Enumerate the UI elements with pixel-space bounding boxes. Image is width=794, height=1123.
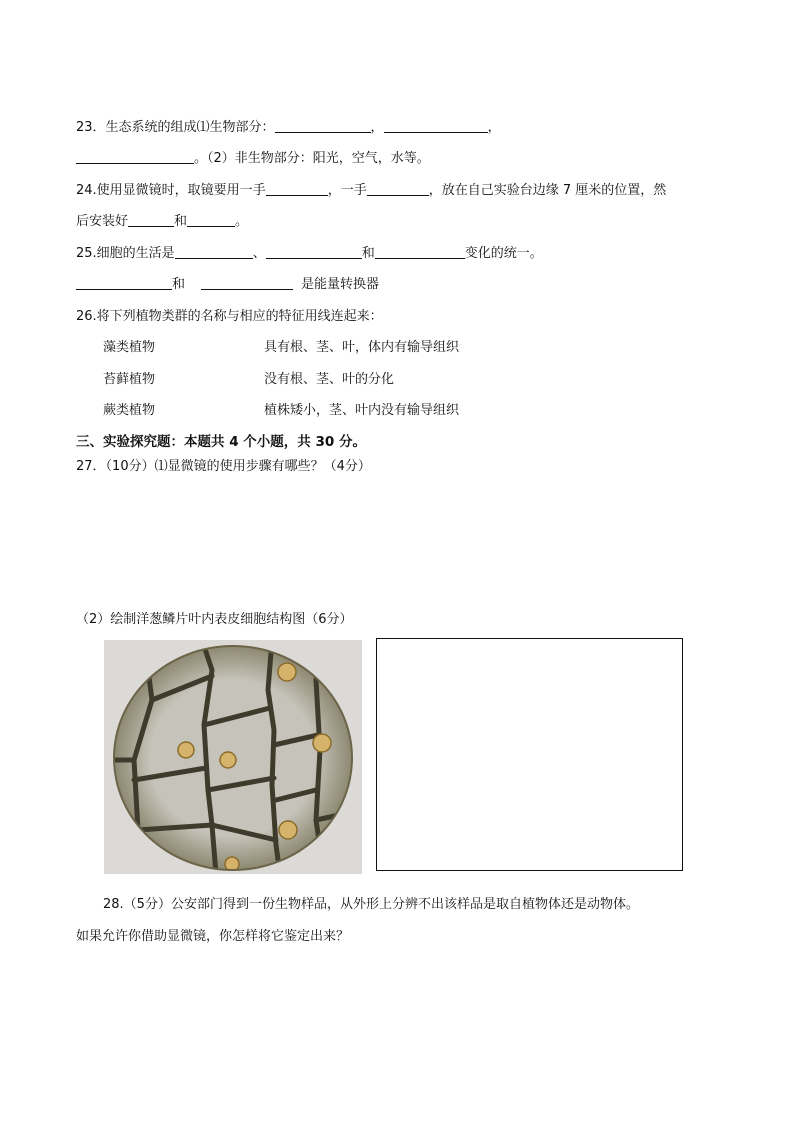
q23-blank-2[interactable] xyxy=(384,118,488,133)
q25-blank-4[interactable] xyxy=(76,275,172,290)
q24-text-e: 和 xyxy=(174,214,188,229)
q27-part2: （2）绘制洋葱鳞片叶内表皮细胞结构图（6分） xyxy=(76,612,353,627)
q23-sep2: ， xyxy=(487,120,501,135)
section-3-heading: 三、实验探究题：本题共 4 个小题，共 30 分。 xyxy=(76,434,366,450)
q25-text-e: 和 xyxy=(172,277,186,292)
q25-blank-5[interactable] xyxy=(201,275,293,290)
q24-text-b: ，一手 xyxy=(327,183,367,198)
q23-suffix: 。（2）非生物部分：阳光，空气，水等。 xyxy=(194,151,430,166)
q25-text-a: 25.细胞的生活是 xyxy=(76,246,175,261)
q24-line2 xyxy=(76,210,248,229)
q25-text-f: 是能量转换器 xyxy=(301,277,380,292)
q28-line1: 28.（5分）公安部门得到一份生物样品，从外形上分辨不出该样品是取自植物体还是动物体。 xyxy=(103,897,639,912)
q26-feature-1[interactable]: 具有根、茎、叶，体内有输导组织 xyxy=(264,340,460,355)
q25-line2 xyxy=(76,273,379,292)
q24-text-d: 后安装好 xyxy=(76,214,129,229)
q24-blank-2[interactable] xyxy=(367,181,429,196)
q23-line1 xyxy=(76,116,501,135)
q26-plant-1[interactable]: 藻类植物 xyxy=(103,340,156,355)
q26-feature-2[interactable]: 没有根、茎、叶的分化 xyxy=(264,372,395,387)
q25-text-c: 和 xyxy=(361,246,375,261)
q24-text-a: 24.使用显微镜时，取镜要用一手 xyxy=(76,183,266,198)
q25-line1 xyxy=(76,242,543,261)
drawing-answer-box[interactable] xyxy=(376,638,683,871)
q25-blank-3[interactable] xyxy=(375,244,465,259)
q23-prefix: 23．生态系统的组成⑴生物部分： xyxy=(76,120,275,135)
q24-blank-1[interactable] xyxy=(266,181,328,196)
q25-blank-1[interactable] xyxy=(175,244,253,259)
q25-text-b: 、 xyxy=(252,246,266,261)
q24-blank-3[interactable] xyxy=(128,212,174,227)
q25-text-d: 变化的统一。 xyxy=(464,246,543,261)
q25-blank-2[interactable] xyxy=(266,244,362,259)
q23-line2 xyxy=(76,147,430,166)
q24-text-f: 。 xyxy=(235,214,249,229)
onion-cell-micrograph xyxy=(104,640,362,874)
q26-plant-3[interactable]: 蕨类植物 xyxy=(103,403,156,418)
q24-blank-4[interactable] xyxy=(187,212,235,227)
q26-plant-2[interactable]: 苔藓植物 xyxy=(103,372,156,387)
q24-line1 xyxy=(76,179,666,198)
q28-line2: 如果允许你借助显微镜，你怎样将它鉴定出来？ xyxy=(76,929,350,944)
q24-text-c: ，放在自己实验台边缘 7 厘米的位置，然 xyxy=(428,183,667,198)
q26-feature-3[interactable]: 植株矮小，茎、叶内没有输导组织 xyxy=(264,403,460,418)
q23-sep1: ， xyxy=(370,120,384,135)
q27-part1: 27．（10分）⑴显微镜的使用步骤有哪些？（4分） xyxy=(76,459,371,474)
q23-blank-3[interactable] xyxy=(76,149,194,164)
q26-prompt: 26.将下列植物类群的名称与相应的特征用线连起来： xyxy=(76,309,383,324)
q23-blank-1[interactable] xyxy=(275,118,371,133)
